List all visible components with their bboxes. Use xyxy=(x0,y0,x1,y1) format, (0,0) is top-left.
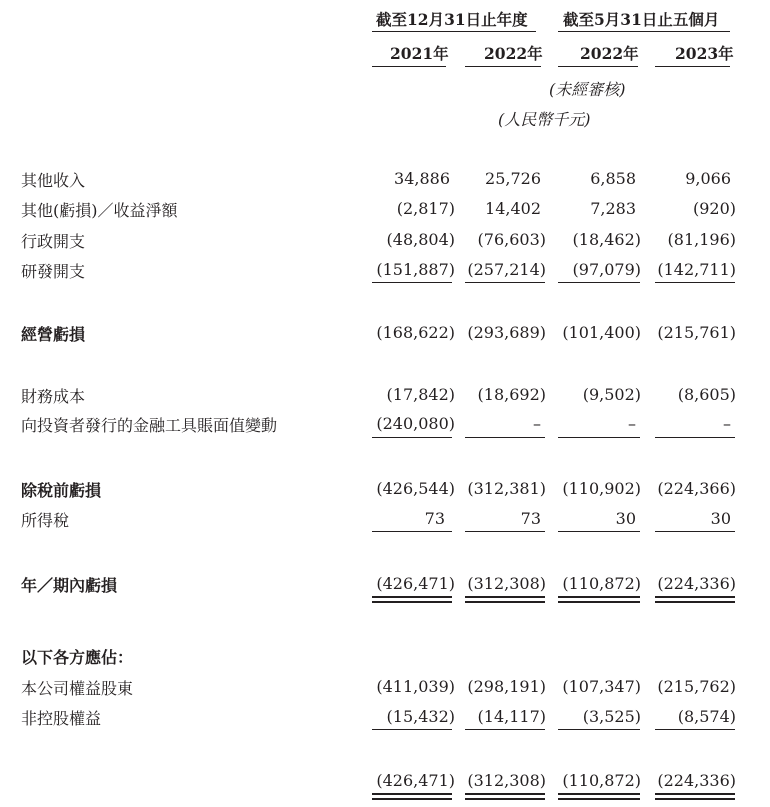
subtotal-rule xyxy=(372,729,452,730)
row-label: 除稅前虧損 xyxy=(21,481,102,500)
row-label: 向投資者發行的金融工具賬面值變動 xyxy=(21,416,278,435)
total-double-rule-bottom xyxy=(465,798,545,800)
cell: (411,039) xyxy=(376,677,455,696)
year-rule-1 xyxy=(372,66,446,67)
cell: (224,366) xyxy=(657,479,736,498)
total-double-rule-bottom xyxy=(655,798,735,800)
cell: (215,762) xyxy=(657,677,736,696)
cell: (257,214) xyxy=(467,260,546,279)
subtotal-rule xyxy=(465,437,545,438)
attributable-heading: 以下各方應佔： xyxy=(21,648,134,667)
cell: (18,692) xyxy=(477,385,546,404)
header-rule-2 xyxy=(558,31,730,32)
cell: 30 xyxy=(710,509,731,528)
cell: (240,080) xyxy=(376,414,455,433)
cell: (110,872) xyxy=(562,771,641,790)
subtotal-rule xyxy=(465,282,545,283)
subtotal-rule xyxy=(655,531,735,532)
cell: (48,804) xyxy=(386,230,455,249)
total-double-rule-bottom xyxy=(372,798,452,800)
year-header-4: 2023年 xyxy=(675,44,734,63)
year-rule-3 xyxy=(558,66,638,67)
cell: (110,902) xyxy=(562,479,641,498)
cell: (8,574) xyxy=(677,707,736,726)
cell: (312,381) xyxy=(467,479,546,498)
cell: (110,872) xyxy=(562,574,641,593)
cell: (142,711) xyxy=(657,260,736,279)
header-rule-1 xyxy=(372,31,536,32)
year-rule-2 xyxy=(465,66,541,67)
cell: 73 xyxy=(424,509,445,528)
cell: (293,689) xyxy=(467,323,546,342)
year-rule-4 xyxy=(655,66,730,67)
cell: 14,402 xyxy=(485,199,541,218)
cell: (15,432) xyxy=(386,707,455,726)
cell: (312,308) xyxy=(467,771,546,790)
row-label: 非控股權益 xyxy=(21,709,102,728)
cell: (224,336) xyxy=(657,574,736,593)
unaudited-note: (未經審核) xyxy=(549,80,626,99)
total-double-rule-top xyxy=(558,596,640,598)
year-header-1: 2021年 xyxy=(390,44,449,63)
subtotal-rule xyxy=(558,729,640,730)
row-label: 所得稅 xyxy=(21,511,70,530)
year-header-2: 2022年 xyxy=(484,44,543,63)
period-header-five-months: 截至5月31日止五個月 xyxy=(563,10,720,29)
cell: (2,817) xyxy=(396,199,455,218)
cell: (101,400) xyxy=(562,323,641,342)
cell: 73 xyxy=(520,509,541,528)
cell: 6,858 xyxy=(590,169,636,188)
total-double-rule-bottom xyxy=(655,601,735,603)
total-double-rule-top xyxy=(372,596,452,598)
cell: 7,283 xyxy=(590,199,636,218)
cell: 9,066 xyxy=(685,169,731,188)
cell: (151,887) xyxy=(376,260,455,279)
row-label: 研發開支 xyxy=(21,262,86,281)
cell: (107,347) xyxy=(562,677,641,696)
row-label: 年／期內虧損 xyxy=(21,576,118,595)
row-label: 行政開支 xyxy=(21,232,86,251)
total-double-rule-top xyxy=(655,596,735,598)
cell: (14,117) xyxy=(477,707,546,726)
subtotal-rule xyxy=(372,282,452,283)
row-label: 其他收入 xyxy=(21,171,86,190)
total-double-rule-top xyxy=(372,793,452,795)
row-label: 財務成本 xyxy=(21,387,86,406)
row-label: 其他(虧損)／收益淨額 xyxy=(21,201,178,220)
cell: (426,544) xyxy=(376,479,455,498)
subtotal-rule xyxy=(655,729,735,730)
cell: (312,308) xyxy=(467,574,546,593)
subtotal-rule xyxy=(372,437,452,438)
cell: 25,726 xyxy=(485,169,541,188)
cell: (76,603) xyxy=(477,230,546,249)
period-header-year-end: 截至12月31日止年度 xyxy=(376,10,528,29)
row-label: 本公司權益股東 xyxy=(21,679,134,698)
subtotal-rule xyxy=(655,282,735,283)
cell: (168,622) xyxy=(376,323,455,342)
total-double-rule-top xyxy=(465,793,545,795)
cell: 34,886 xyxy=(394,169,450,188)
dash-cell: – xyxy=(723,414,731,433)
total-double-rule-bottom xyxy=(372,601,452,603)
dash-cell: – xyxy=(628,414,636,433)
cell: (81,196) xyxy=(667,230,736,249)
total-double-rule-top xyxy=(558,793,640,795)
cell: (3,525) xyxy=(582,707,641,726)
cell: (920) xyxy=(692,199,736,218)
cell: (215,761) xyxy=(657,323,736,342)
subtotal-rule xyxy=(372,531,452,532)
total-double-rule-bottom xyxy=(465,601,545,603)
cell: (224,336) xyxy=(657,771,736,790)
subtotal-rule xyxy=(558,282,640,283)
cell: (426,471) xyxy=(376,771,455,790)
total-double-rule-top xyxy=(465,596,545,598)
cell: (97,079) xyxy=(572,260,641,279)
cell: (9,502) xyxy=(582,385,641,404)
total-double-rule-bottom xyxy=(558,798,640,800)
total-double-rule-bottom xyxy=(558,601,640,603)
dash-cell: – xyxy=(533,414,541,433)
cell: (298,191) xyxy=(467,677,546,696)
total-double-rule-top xyxy=(655,793,735,795)
cell: (17,842) xyxy=(386,385,455,404)
cell: (426,471) xyxy=(376,574,455,593)
subtotal-rule xyxy=(465,531,545,532)
cell: 30 xyxy=(615,509,636,528)
cell: (8,605) xyxy=(677,385,736,404)
subtotal-rule xyxy=(655,437,735,438)
currency-note: (人民幣千元) xyxy=(498,110,591,129)
year-header-3: 2022年 xyxy=(580,44,639,63)
subtotal-rule xyxy=(465,729,545,730)
subtotal-rule xyxy=(558,437,640,438)
cell: (18,462) xyxy=(572,230,641,249)
subtotal-rule xyxy=(558,531,640,532)
row-label: 經營虧損 xyxy=(21,325,86,344)
